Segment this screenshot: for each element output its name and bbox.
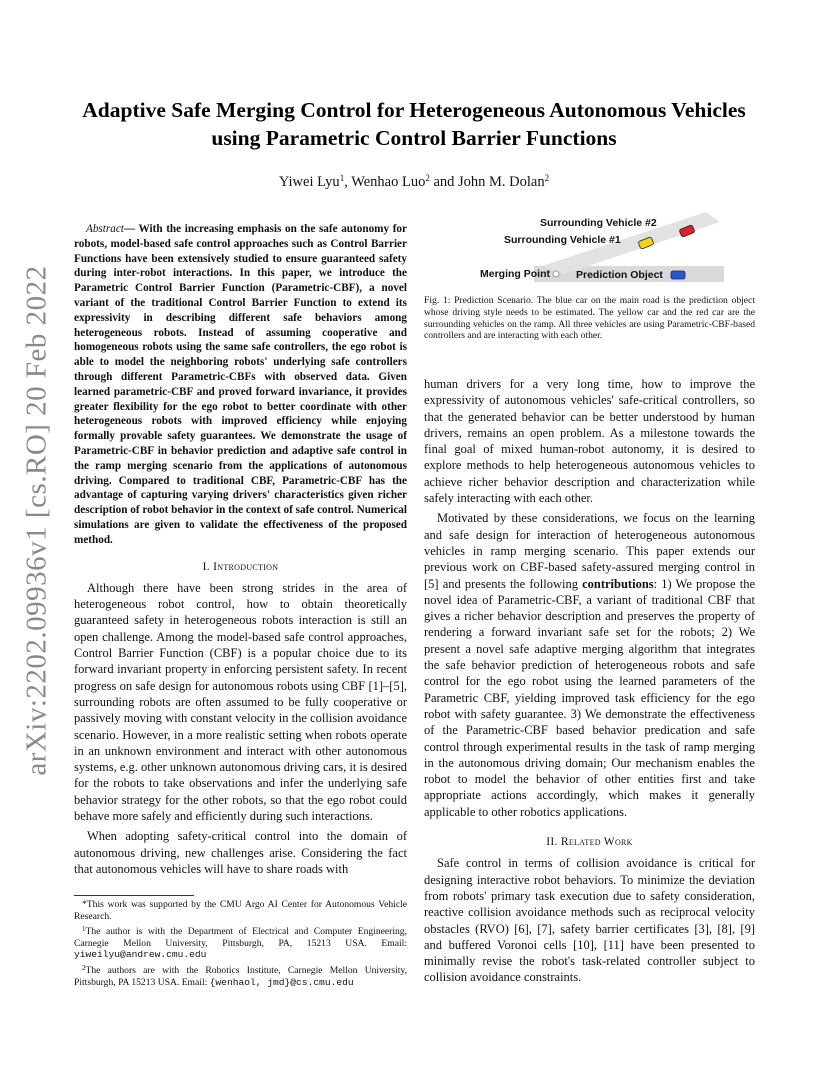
intro-paragraph-1: Although there have been strong strides in the area of heterogeneous robot control, how to obtain theoretically guaranteed safety in heterogeneous robots interaction is still an open challenge. Among the model-based safe control approaches, Control Barrier Function (CBF) is a popular choice due to its forward invariant property in enforcing persistent safety. In recent progress on safe design for autonomous robots using CBF [1]–[5], surrounding robots are often assumed to be fully cooperative or passively moving with constant velocity in the collision avoidance scenario. However, in a more realistic setting when robots operate in an unknown environment and interact with other autonomous systems, e.g. other unknown autonomous driving cars, it is desired for the robots to take observations and infer the underlying safe behavior strategy for the other robots, so that the ego robot could behave more safely and efficiently during such interactions. bbox=[74, 580, 407, 823]
arxiv-identifier-text: arXiv:2202.09936v1 [cs.RO] 20 Feb 2022 bbox=[20, 264, 53, 776]
blue-car bbox=[671, 271, 685, 279]
paper-title bbox=[60, 96, 768, 152]
right-paragraph-1: human drivers for a very long time, how to improve the expressivity of autonomous vehicles' safe-critical controllers, so that the generated behavior can be better understood by human drivers, remains an open problem. As a milestone towards the final goal of mixed human-robot autonomy, it is desired to explore methods to help heterogeneous autonomous vehicles to achieve richer behavior description and characterization while safely interacting with each other. bbox=[424, 377, 755, 506]
label-surrounding-vehicle-1: Surrounding Vehicle #1 bbox=[504, 234, 621, 246]
related-paragraph-1: Safe control in terms of collision avoidance is critical for designing interactive robot behaviors. To minimize the deviation from robots' primary task execution due to safety consideration, reactive collision avoidance methods such as reciprocal velocity obstacles (RVO) [6], [7], safety barrier certificates [3], [8], [9] and buffered Voronoi cells [10], [11] have been presented to minimally revise the robot's task-related controller subject to collision avoidance constraints. bbox=[424, 856, 755, 985]
arxiv-identifier bbox=[12, 264, 62, 776]
label-prediction-object: Prediction Object bbox=[576, 269, 663, 281]
author-3-affil: 2 bbox=[544, 173, 550, 183]
author-3: John M. Dolan bbox=[458, 174, 545, 190]
label-surrounding-vehicle-2: Surrounding Vehicle #2 bbox=[540, 217, 657, 229]
label-merging-point: Merging Point bbox=[480, 268, 550, 280]
caption-text: Prediction Scenario. The blue car on the main road is the prediction object whose driving style needs to be estimated. The yellow car and the red car are the surrounding vehicles on the ramp. All three vehicles are using Parametric-CBF-based controllers and are interacting with each other. bbox=[424, 295, 755, 342]
left-column bbox=[74, 222, 407, 877]
author-list bbox=[60, 173, 768, 191]
intro-paragraph-2: When adopting safety-critical control into the domain of autonomous driving, new challenges arise. Considering the fact that autonomous vehicles will have to share roads with bbox=[74, 829, 407, 876]
author-sep-1: , bbox=[344, 174, 352, 190]
author-2-affil: 2 bbox=[425, 173, 430, 183]
figure-1-caption bbox=[424, 295, 755, 342]
footnote-rule bbox=[74, 895, 194, 896]
contrib-intro: Motivated by these considerations, we focus on the learning and safe design for interaction of heterogeneous autonomous vehicles in ramp merging scenario. This paper extends our previous work on CBF-based safety-assured merging control in [5] and presents the following bbox=[424, 511, 755, 591]
right-paragraph-2 bbox=[424, 510, 755, 820]
footnote-funding: *This work was supported by the CMU Argo AI Center for Autonomous Vehicle Research. bbox=[74, 899, 407, 922]
author-1-affil: 1 bbox=[339, 173, 345, 183]
footnote-2-text: The authors are with the Robotics Institute, Carnegie Mellon University, Pittsburgh, PA 15213 USA. Email: bbox=[74, 964, 407, 988]
author-2: Wenhao Luo bbox=[351, 174, 426, 190]
footnote-2-mark: 2 bbox=[82, 963, 86, 972]
abstract-text: With the increasing emphasis on the safe autonomy for robots, model-based safe control approaches such as Control Barrier Functions have been extensively studied to ensure guaranteed safety during inter-robot interactions. In this paper, we introduce the Parametric Control Barrier Function (Parametric-CBF), a novel variant of the traditional Control Barrier Function to extend its expressivity in describing different safe behaviors among heterogeneous robots. Instead of assuming cooperative and homogeneous robots using the same safe controllers, the ego robot is able to model the neighboring robots' underlying safe controllers through different Parametric-CBFs with observed data. Given learned parametric-CBF and proved forward invariance, it provides greater flexibility for the ego robot to better coordinate with other heterogeneous robots with improved efficiency while enjoying formally provable safety guarantees. We demonstrate the usage of Parametric-CBF in behavior prediction and adaptive safe control in the ramp merging scenario from the applications of autonomous driving. Compared to traditional CBF, Parametric-CBF has the advantage of capturing varying drivers' characteristics given richer description of robot behavior in the context of safe control. Numerical simulations are given to validate the effectiveness of the proposed method. bbox=[74, 223, 407, 546]
figure-1 bbox=[424, 212, 755, 292]
related-work-heading: II. Related Work bbox=[546, 836, 633, 849]
abstract-lead: Abstract bbox=[86, 223, 124, 235]
footnote-1 bbox=[74, 924, 407, 961]
author-sep-2: and bbox=[429, 174, 459, 190]
footnote-2 bbox=[74, 963, 407, 988]
abstract-dash: — bbox=[123, 223, 139, 235]
merging-point-marker bbox=[553, 271, 559, 277]
right-column bbox=[424, 376, 755, 986]
title-line-1: Adaptive Safe Merging Control for Heterogeneous Autonomous Vehicles bbox=[82, 98, 746, 122]
footnote-1-email: yiweilyu@andrew.cmu.edu bbox=[74, 949, 207, 961]
contributions-bold: contributions bbox=[582, 576, 654, 591]
footnote-1-mark: 1 bbox=[82, 925, 86, 934]
intro-heading: I. Introduction bbox=[202, 560, 279, 573]
author-1: Yiwei Lyu bbox=[278, 174, 340, 190]
abstract bbox=[74, 222, 407, 548]
footnote-2-email: {wenhaol, jmd}@cs.cmu.edu bbox=[209, 976, 354, 988]
contrib-list: : 1) We propose the novel idea of Parametric-CBF, a variant of traditional CBF that gives a richer behavior description and preserves the property of rendering a forward invariant safe set for the robots; 2) We present a novel safe adaptive merging algorithm that integrates the safe behavior prediction of heterogeneous robots and safe control for the ego robot using the learned parameters of the Parametric CBF, yielding improved task efficiency for the ego robot with safety guarantee. 3) We demonstrate the effectiveness of the Parametric-CBF based behavior predication and safe control through experimental results in the task of ramp merging in the autonomous driving domain; Our mechanism enables the robot to model the behavior of other entities first and take appropriate actions accordingly, which makes it generally applicable to other robotics applications. bbox=[424, 576, 755, 819]
title-line-2: using Parametric Control Barrier Functions bbox=[211, 126, 617, 150]
caption-label: Fig. 1: bbox=[424, 295, 451, 306]
footnote-1-text: The author is with the Department of Electrical and Computer Engineering, Carnegie Mellon University, Pittsburgh, PA, 15213 USA. Email: bbox=[74, 926, 407, 949]
footnotes bbox=[74, 895, 407, 990]
